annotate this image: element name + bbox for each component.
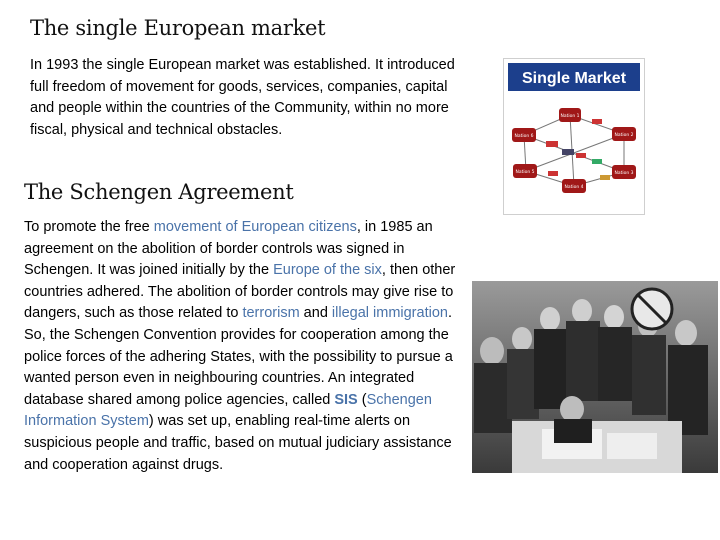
- node-nation-5-label: Nation 5: [515, 170, 535, 175]
- node-nation-3-label: Nation 3: [614, 171, 634, 176]
- paragraph-text: ) was set up, enabling real-time alerts on suspicious people and traffic, based on mutual judiciary assistance and cooperation against drugs.: [24, 413, 452, 473]
- heading-schengen: The Schengen Agreement: [24, 180, 294, 204]
- graphic-title: Single Market: [521, 70, 627, 87]
- highlighted-term: Schengen Information System: [24, 391, 432, 430]
- highlighted-term: Europe of the six: [273, 262, 382, 279]
- node-nation-2-label: Nation 2: [614, 133, 634, 138]
- single-market-diagram: [504, 59, 644, 214]
- node-nation-6: [512, 128, 536, 142]
- node-nation-2: [612, 127, 636, 141]
- highlighted-term: illegal immigration: [331, 305, 448, 322]
- highlighted-term: movement of European citizens: [153, 219, 357, 235]
- node-nation-1: [559, 108, 581, 122]
- photo-illustration: [472, 281, 718, 473]
- node-nation-5: [513, 164, 537, 178]
- single-market-paragraph: In 1993 the single European market was established. It introduced full freedom of movement for goods, services, companies, capital and people within the countries of the Community, within no more fiscal, physical and technical obstacles.: [30, 57, 455, 138]
- paragraph-text: , then other countries adhered. The abolition of border controls may give rise to dangers, such as those related to: [24, 262, 456, 322]
- highlighted-term: terrorism: [242, 305, 300, 322]
- node-nation-1-label: Nation 1: [560, 114, 580, 119]
- highlighted-term-bold: SIS: [334, 391, 358, 408]
- graphic-goods-icons: [546, 119, 610, 180]
- paragraph-text: (: [357, 391, 367, 408]
- schengen-signing-photo: [472, 281, 718, 473]
- paragraph-text: To promote the free: [24, 219, 154, 235]
- heading-single-market: The single European market: [30, 16, 326, 40]
- schengen-paragraph: [24, 217, 460, 476]
- node-nation-6-label: Nation 6: [514, 134, 534, 139]
- paragraph-text: . So, the Schengen Convention provides for cooperation among the police forces of the adhering States, with the possibility to pursue a wanted person even in neighbouring countries. An integrated database shared among police agencies, called: [24, 305, 453, 408]
- single-market-graphic: [503, 58, 645, 215]
- node-nation-3: [612, 165, 636, 179]
- paragraph-text: and: [299, 305, 332, 322]
- node-nation-4-label: Nation 4: [564, 185, 584, 190]
- paragraph-text: , in 1985 an agreement on the abolition of border controls was signed in Schengen. It was joined initially by the: [24, 219, 433, 279]
- node-nation-4: [562, 179, 586, 193]
- no-symbol-sign: [632, 289, 672, 329]
